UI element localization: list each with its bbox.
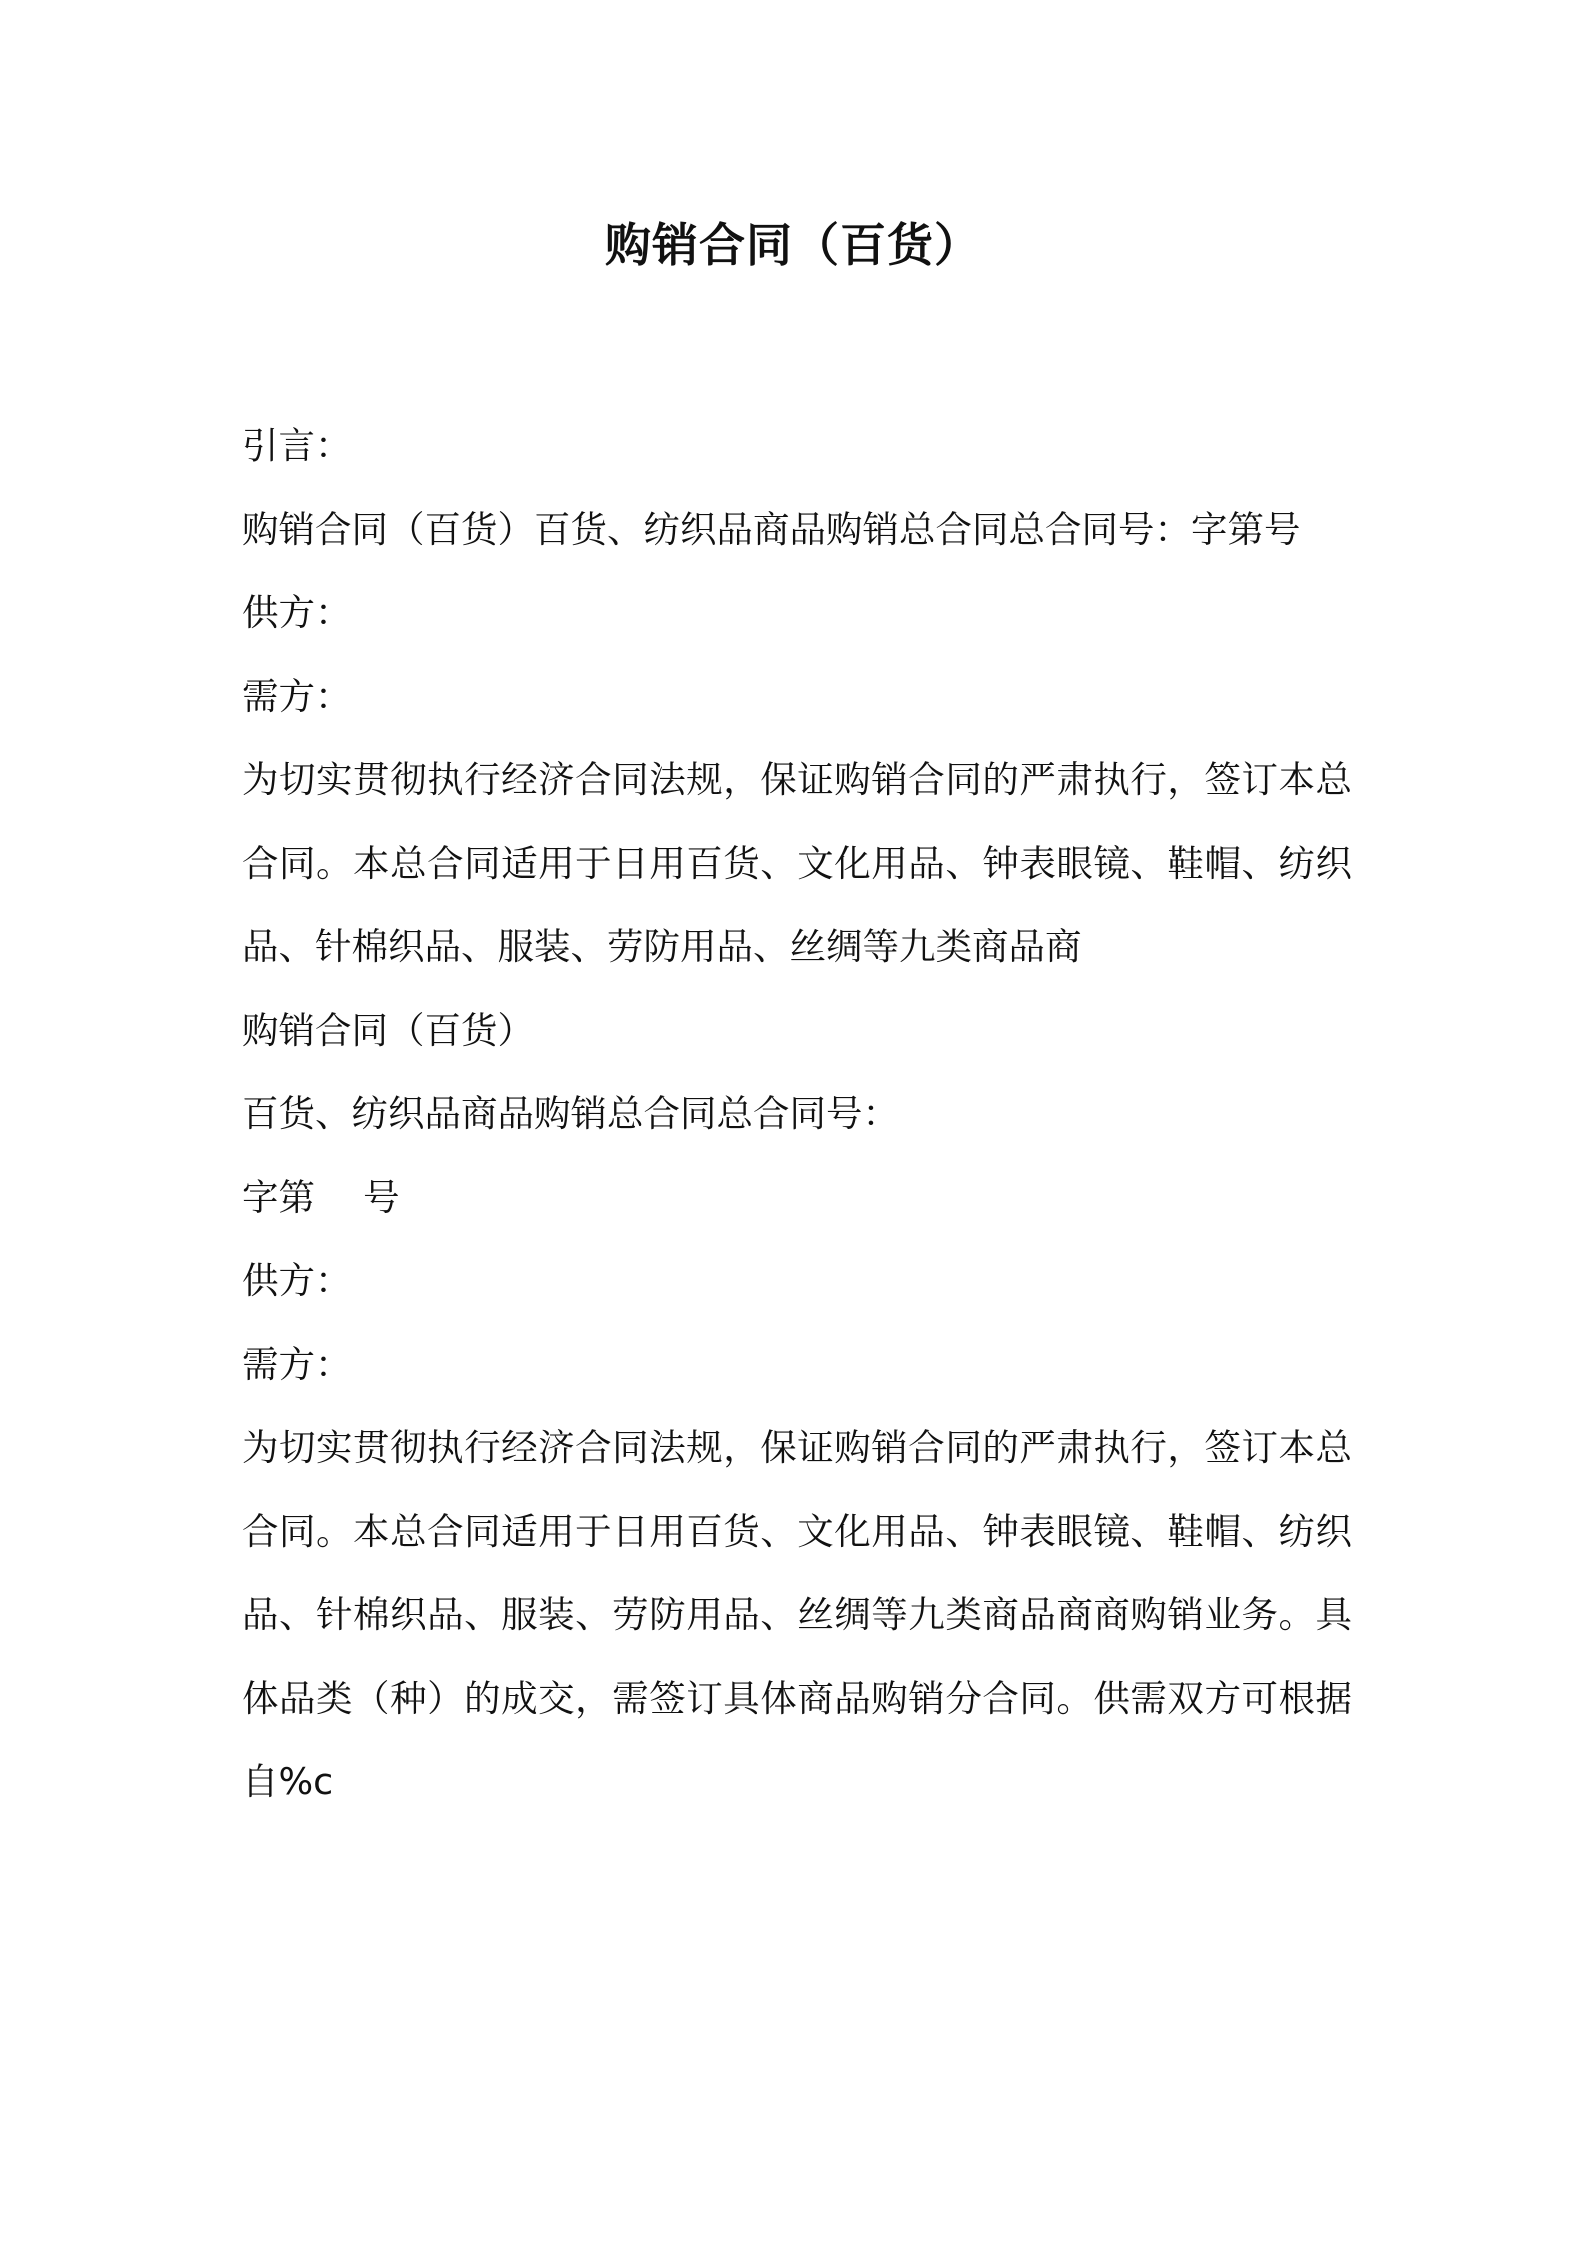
buyer-label: 需方：	[242, 674, 352, 718]
supplier-label-2: 供方：	[242, 1259, 352, 1302]
contract-subtitle: 购销合同（百货）	[242, 1008, 534, 1052]
contract-number-field: 字第 号	[242, 1175, 400, 1219]
intro-label: 引言：	[242, 424, 352, 467]
contract-heading-line: 购销合同（百货）百货、纺织品商品购销总合同总合同号：字第号	[242, 507, 1301, 551]
buyer-label-2: 需方：	[242, 1342, 352, 1386]
contract-number-label: 百货、纺织品商品购销总合同总合同号：	[242, 1092, 899, 1135]
document-body	[242, 404, 1352, 1824]
document-title: 购销合同（百货）	[605, 218, 981, 272]
supplier-label: 供方：	[242, 591, 352, 634]
purpose-paragraph: 为切实贯彻执行经济合同法规，保证购销合同的严肃执行，签订本总合同。本总合同适用于日用百货、文化用品、钟表眼镜、鞋帽、纺织品、针棉织品、服装、劳防用品、丝绸等九类商品商	[242, 758, 1352, 968]
purpose-paragraph-2: 为切实贯彻执行经济合同法规，保证购销合同的严肃执行，签订本总合同。本总合同适用于日用百货、文化用品、钟表眼镜、鞋帽、纺织品、针棉织品、服装、劳防用品、丝绸等九类商品商商购销业务。具体品类（种）的成交，需签订具体商品购销分合同。供需双方可根据自%c	[242, 1426, 1352, 1803]
